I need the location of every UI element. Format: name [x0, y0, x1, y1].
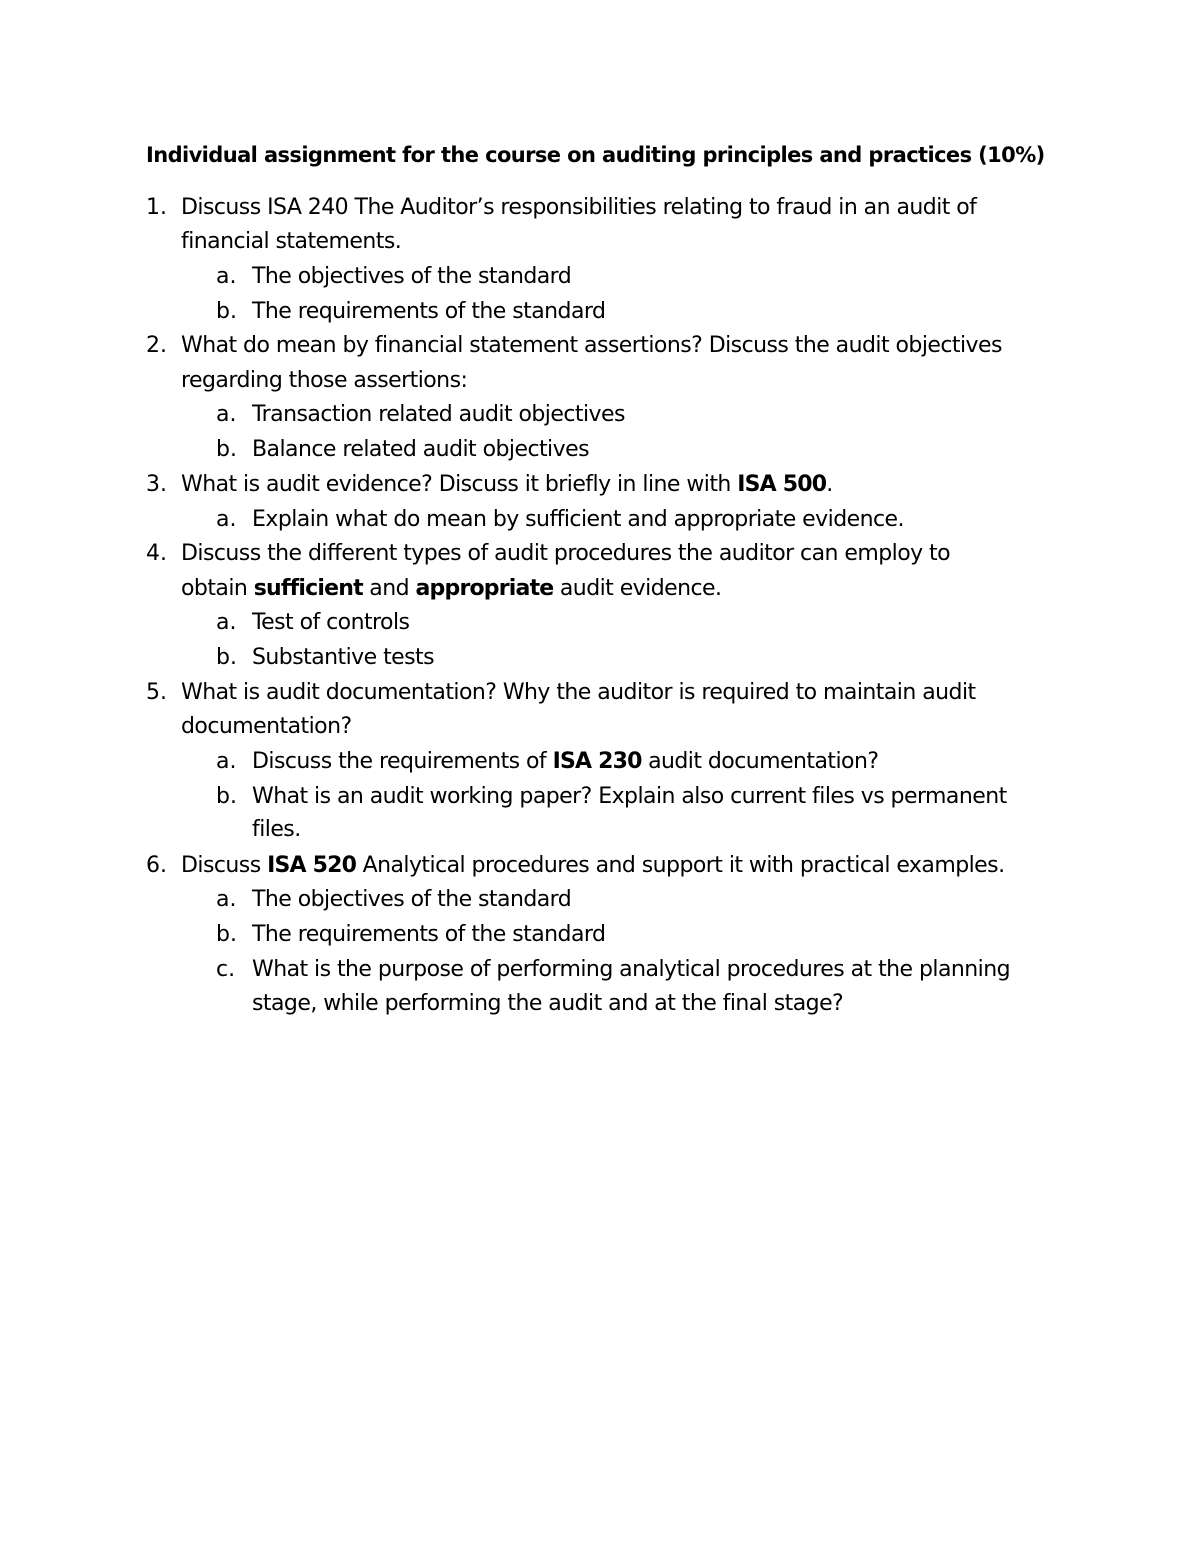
q5b-text-line2: files. — [252, 817, 301, 842]
q3-standard-ref: ISA 500 — [737, 472, 827, 497]
q6c-text-line2: stage, while performing the audit and at the final stage? — [252, 991, 844, 1016]
q4-text-line2 — [181, 574, 722, 604]
q5a-text-post: audit documentation? — [641, 749, 879, 774]
q1-text-line2: financial statements. — [181, 229, 402, 254]
q2-text-line2: regarding those assertions: — [181, 368, 468, 393]
q5a-text-pre: Discuss the requirements of — [252, 749, 553, 774]
q1b-label: b. — [216, 299, 237, 324]
q2-number: 2. — [146, 333, 167, 358]
q4-text-line1: Discuss the different types of audit procedures the auditor can employ to — [181, 541, 951, 566]
q5-text-line2: documentation? — [181, 714, 352, 739]
q4a-label: a. — [216, 610, 237, 635]
q1b-text: The requirements of the standard — [252, 299, 606, 324]
q1-number: 1. — [146, 195, 167, 220]
q3-text-pre: What is audit evidence? Discuss it briefly in line with — [181, 472, 738, 497]
q5a-standard-ref: ISA 230 — [552, 749, 642, 774]
q6c-text-line1: What is the purpose of performing analytical procedures at the planning — [252, 957, 1011, 982]
q6-text — [181, 851, 1005, 881]
q6b-label: b. — [216, 922, 237, 947]
q2a-text: Transaction related audit objectives — [252, 402, 625, 427]
q4a-text: Test of controls — [252, 610, 410, 635]
q5b-label: b. — [216, 784, 237, 809]
q1-text-line1: Discuss ISA 240 The Auditor’s responsibilities relating to fraud in an audit of — [181, 195, 977, 220]
q5b-text-line1: What is an audit working paper? Explain also current files vs permanent — [252, 784, 1007, 809]
q3-number: 3. — [146, 472, 167, 497]
q1a-label: a. — [216, 264, 237, 289]
q1a-text: The objectives of the standard — [252, 264, 572, 289]
q6-text-post: Analytical procedures and support it with practical examples. — [356, 853, 1005, 878]
q3-text-post: . — [826, 472, 833, 497]
q6b-text: The requirements of the standard — [252, 922, 606, 947]
q6-standard-ref: ISA 520 — [267, 853, 357, 878]
q4-number: 4. — [146, 541, 167, 566]
document-title: Individual assignment for the course on auditing principles and practices (10%) — [146, 143, 1045, 167]
q3a-label: a. — [216, 507, 237, 532]
q4-line2-post: audit evidence. — [553, 576, 722, 601]
q6-number: 6. — [146, 853, 167, 878]
q2b-label: b. — [216, 437, 237, 462]
q5-text-line1: What is audit documentation? Why the auditor is required to maintain audit — [181, 680, 976, 705]
q6c-label: c. — [216, 957, 236, 982]
q5a-text — [252, 747, 879, 777]
q4-appropriate-emphasis: appropriate — [415, 576, 554, 601]
q5a-label: a. — [216, 749, 237, 774]
q6a-label: a. — [216, 887, 237, 912]
q4b-label: b. — [216, 645, 237, 670]
q2-text-line1: What do mean by financial statement assertions? Discuss the audit objectives — [181, 333, 1002, 358]
q2a-label: a. — [216, 402, 237, 427]
q4-line2-pre: obtain — [181, 576, 254, 601]
q4b-text: Substantive tests — [252, 645, 435, 670]
q5-number: 5. — [146, 680, 167, 705]
q3a-text: Explain what do mean by sufficient and appropriate evidence. — [252, 507, 904, 532]
q6-text-pre: Discuss — [181, 853, 268, 878]
q4-line2-mid: and — [362, 576, 416, 601]
q2b-text: Balance related audit objectives — [252, 437, 589, 462]
q4-sufficient-emphasis: sufficient — [253, 576, 363, 601]
q3-text — [181, 470, 833, 500]
q6a-text: The objectives of the standard — [252, 887, 572, 912]
